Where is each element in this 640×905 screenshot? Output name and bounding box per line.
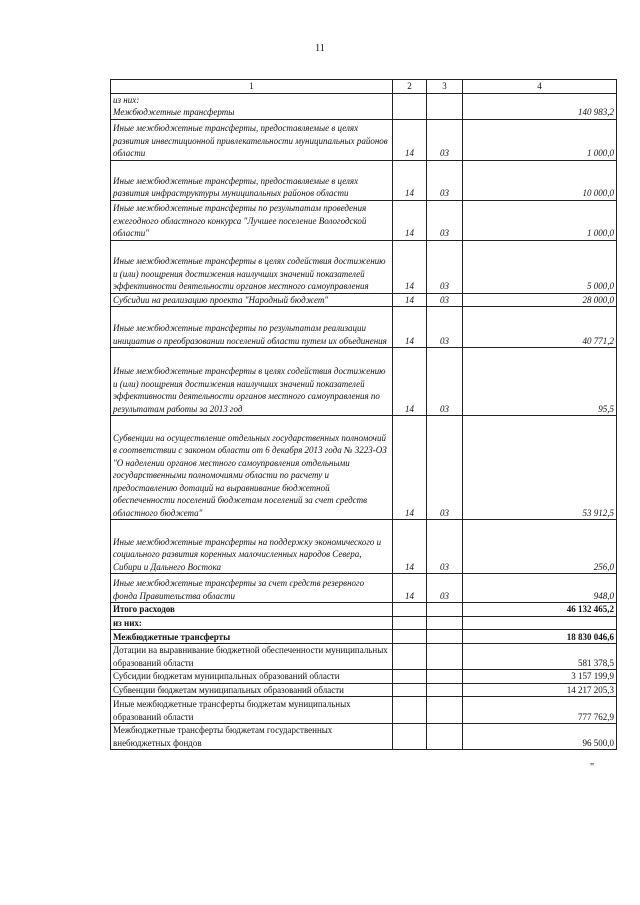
row-amount-cell: 777 762,9: [463, 697, 617, 724]
row-section-code-cell: 14: [393, 416, 427, 520]
table-row: [111, 160, 617, 200]
table-row: [111, 416, 617, 520]
row-subsection-code-cell: [427, 683, 463, 697]
row-section-code-cell: [393, 724, 427, 750]
row-section-code-cell: [393, 683, 427, 697]
row-name-cell: Иные межбюджетные трансферты бюджетам муниципальных образований области: [111, 697, 393, 724]
row-section-code-cell: [393, 93, 427, 119]
row-section-code-cell: 14: [393, 240, 427, 293]
row-amount-cell: 581 378,5: [463, 644, 617, 670]
row-subsection-code-cell: [427, 670, 463, 684]
table-row: [111, 644, 617, 670]
row-subsection-code-cell: 03: [427, 307, 463, 348]
table-header-row: [111, 80, 617, 94]
header-cell-1: 1: [111, 80, 393, 94]
row-name-cell: Иные межбюджетные трансферты, предоставляемые в целях развития инфраструктуры муниципальных районов области: [111, 160, 393, 200]
header-cell-4: 4: [463, 80, 617, 94]
row-subsection-code-cell: [427, 724, 463, 750]
table-row: [111, 724, 617, 750]
table-row: [111, 574, 617, 603]
page-number: 11: [315, 43, 325, 54]
row-amount-cell: [463, 616, 617, 630]
row-name-cell: Субсидии на реализацию проекта "Народный бюджет": [111, 293, 393, 307]
row-name-cell: Иные межбюджетные трансферты по результатам реализации инициатив о преобразовании поселений области путем их объединения: [111, 307, 393, 348]
table-row: [111, 119, 617, 160]
row-section-code-cell: 14: [393, 520, 427, 574]
row-amount-cell: 1 000,0: [463, 200, 617, 240]
row-name-cell: Межбюджетные трансферты бюджетам государственных внебюджетных фондов: [111, 724, 393, 750]
row-amount-cell: 18 830 046,6: [463, 630, 617, 644]
row-subsection-code-cell: 03: [427, 119, 463, 160]
row-amount-cell: 95,5: [463, 348, 617, 416]
row-section-code-cell: [393, 630, 427, 644]
row-name-cell: Иные межбюджетные трансферты на поддержку экономического и социального развития коренных малочисленных народов Севера, Сибири и Дальнего Востока: [111, 520, 393, 574]
row-subsection-code-cell: 03: [427, 240, 463, 293]
header-cell-3: 3: [427, 80, 463, 94]
row-subsection-code-cell: 03: [427, 520, 463, 574]
row-section-code-cell: 14: [393, 307, 427, 348]
row-name-cell: Иные межбюджетные трансферты, предоставляемые в целях развития инвестиционной привлекательности муниципальных районов области: [111, 119, 393, 160]
closing-quote-mark: ": [590, 762, 595, 773]
row-subsection-code-cell: 03: [427, 348, 463, 416]
table-row: [111, 670, 617, 684]
row-subsection-code-cell: [427, 93, 463, 119]
table-row: [111, 520, 617, 574]
row-section-code-cell: 14: [393, 574, 427, 603]
table-row: [111, 307, 617, 348]
row-subsection-code-cell: 03: [427, 293, 463, 307]
table-row: [111, 603, 617, 617]
row-subsection-code-cell: [427, 697, 463, 724]
row-amount-cell: 14 217 205,3: [463, 683, 617, 697]
row-section-code-cell: [393, 644, 427, 670]
table-row: [111, 348, 617, 416]
row-name-cell: Дотации на выравнивание бюджетной обеспеченности муниципальных образований области: [111, 644, 393, 670]
row-amount-cell: 140 983,2: [463, 93, 617, 119]
table-row: [111, 683, 617, 697]
row-amount-cell: 256,0: [463, 520, 617, 574]
table-row: [111, 200, 617, 240]
row-name-cell: Итого расходов: [111, 603, 393, 617]
table-row: [111, 697, 617, 724]
row-subsection-code-cell: 03: [427, 160, 463, 200]
row-name-cell: Межбюджетные трансферты: [111, 630, 393, 644]
row-name-cell: Иные межбюджетные трансферты за счет средств резервного фонда Правительства области: [111, 574, 393, 603]
row-subsection-code-cell: [427, 616, 463, 630]
row-section-code-cell: 14: [393, 160, 427, 200]
row-amount-cell: 96 500,0: [463, 724, 617, 750]
row-section-code-cell: 14: [393, 348, 427, 416]
row-section-code-cell: 14: [393, 119, 427, 160]
row-subsection-code-cell: 03: [427, 574, 463, 603]
row-amount-cell: 46 132 465,2: [463, 603, 617, 617]
row-amount-cell: 3 157 199,9: [463, 670, 617, 684]
row-name-cell: Субвенции на осуществление отдельных государственных полномочий в соответствии с законом области от 6 декабря 2013 года № 3223-ОЗ "О наделении органов местного самоуправления отдельными государственными полномочиями области по расчету и предоставлению дотаций на выравнивание бюджетной обеспеченности поселений бюджетам поселений за счет средств областного бюджета": [111, 416, 393, 520]
row-amount-cell: 1 000,0: [463, 119, 617, 160]
row-name-cell: Иные межбюджетные трансферты в целях содействия достижению и (или) поощрения достижения наилучших значений показателей эффективности деятельности органов местного самоуправления по результатам работы за 2013 год: [111, 348, 393, 416]
row-name-cell: Субвенции бюджетам муниципальных образований области: [111, 683, 393, 697]
row-name-cell: Иные межбюджетные трансферты по результатам проведения ежегодного областного конкурса "Лучшее поселение Вологодской области": [111, 200, 393, 240]
budget-table: [110, 79, 617, 750]
row-subsection-code-cell: [427, 630, 463, 644]
row-section-code-cell: [393, 603, 427, 617]
row-amount-cell: 5 000,0: [463, 240, 617, 293]
header-cell-2: 2: [393, 80, 427, 94]
row-name-cell: Иные межбюджетные трансферты в целях содействия достижению и (или) поощрения достижения наилучших значений показателей эффективности деятельности органов местного самоуправления: [111, 240, 393, 293]
row-subsection-code-cell: [427, 603, 463, 617]
row-name-cell: Субсидии бюджетам муниципальных образований области: [111, 670, 393, 684]
row-subsection-code-cell: [427, 644, 463, 670]
table-row: [111, 93, 617, 119]
table-row: [111, 630, 617, 644]
table-row: [111, 293, 617, 307]
row-section-code-cell: 14: [393, 200, 427, 240]
row-subsection-code-cell: 03: [427, 200, 463, 240]
row-section-code-cell: [393, 670, 427, 684]
table-row: [111, 240, 617, 293]
table-row: [111, 616, 617, 630]
row-section-code-cell: 14: [393, 293, 427, 307]
row-amount-cell: 28 000,0: [463, 293, 617, 307]
row-amount-cell: 948,0: [463, 574, 617, 603]
row-amount-cell: 53 912,5: [463, 416, 617, 520]
row-section-code-cell: [393, 697, 427, 724]
row-subsection-code-cell: 03: [427, 416, 463, 520]
row-name-cell: из них:: [111, 616, 393, 630]
row-amount-cell: 10 000,0: [463, 160, 617, 200]
row-name-cell: из них: Межбюджетные трансферты: [111, 93, 393, 119]
row-section-code-cell: [393, 616, 427, 630]
row-amount-cell: 40 771,2: [463, 307, 617, 348]
